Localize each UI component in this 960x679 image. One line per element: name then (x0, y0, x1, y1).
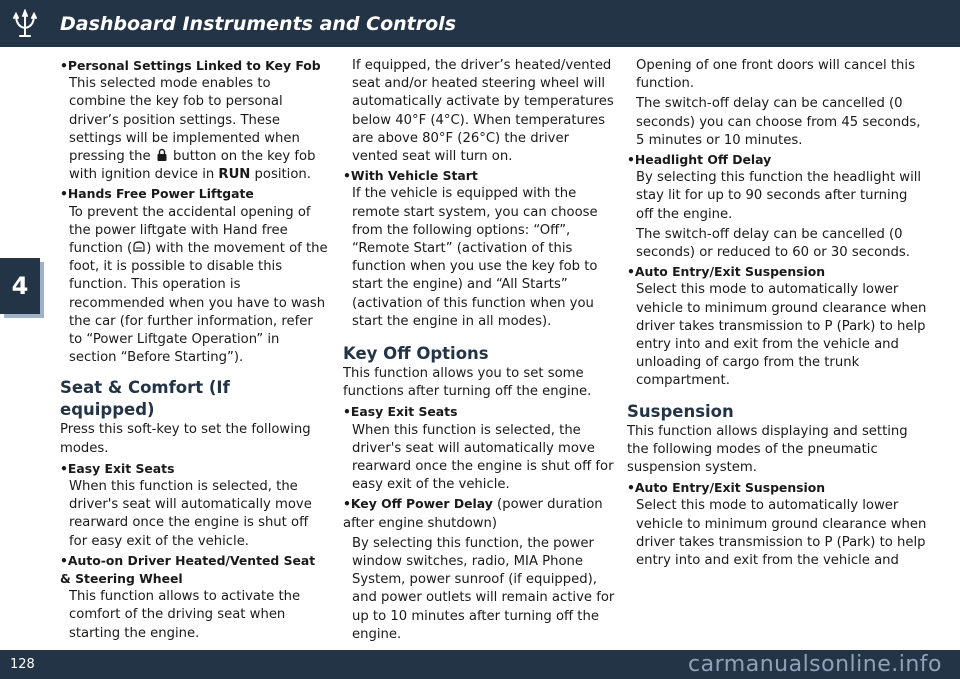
bullet-heading: •Auto Entry/Exit Suspension (627, 264, 826, 280)
paragraph: The switch-off delay can be cancelled (0 seconds) or reduced to 60 or 30 seconds. (636, 226, 910, 261)
column-1 (60, 57, 330, 644)
bullet-heading: •Headlight Off Delay (627, 152, 772, 168)
bullet-heading: •Easy Exit Seats (343, 404, 458, 420)
paragraph: If equipped, the driver’s heated/vented seat and/or heated steering wheel will automatically activate by temperatures below 40°F (4°C). When temperatures are above 80°F (26°C) the driver vented seat will turn on. (352, 58, 614, 165)
section-heading: Key Off Options (343, 344, 489, 364)
paragraph: The switch-off delay can be cancelled (0 seconds) you can choose from 45 seconds, 5 minutes or 10 minutes. (636, 96, 921, 148)
paragraph: This selected mode enables to combine the key fob to personal driver’s position settings. These settings will be implemented when pressing the button on the key fob with ignition device in RUN position. (69, 76, 316, 183)
bullet-heading: •With Vehicle Start (343, 168, 478, 184)
bullet-heading: •Easy Exit Seats (60, 460, 175, 476)
paragraph: When this function is selected, the driver's seat will automatically move rearward once the engine is shut off for easy exit of the vehicle. (352, 422, 614, 493)
page-header (0, 0, 960, 47)
paragraph: To prevent the accidental opening of the power liftgate with Hand free function ( ) with the movement of the foot, it is possible to disable this function. This operation is recommended when you have to wash the car (for further information, refer to “Power Liftgate Operation” in section “Before Starting”). (69, 204, 328, 366)
paragraph: Select this mode to automatically lower vehicle to minimum ground clearance when driver takes transmission to P (Park) to help entry into and exit from the vehicle and unloading of cargo from the trunk compartment. (636, 282, 927, 389)
trident-logo-icon (10, 9, 40, 39)
bullet-heading: •Key Off Power Delay (power duration after engine shutdown) (343, 496, 603, 531)
column-2 (343, 57, 615, 645)
section-heading: Seat & Comfort (If equipped) (60, 378, 230, 420)
paragraph: This function allows to activate the comfort of the driving seat when starting the engine. (69, 589, 301, 641)
paragraph: Opening of one front doors will cancel this function. (636, 58, 915, 92)
paragraph: Select this mode to automatically lower vehicle to minimum ground clearance when driver takes transmission to P (Park) to help entry into and exit from the vehicle and (636, 498, 927, 569)
paragraph: If the vehicle is equipped with the remote start system, you can choose from the following options: “Off”, “Remote Start” (activation of this function when you use the key fob to start the engine) and “All Starts” (activation of this function when you start the engine in all modes). (352, 186, 598, 329)
page-number: 128 (10, 657, 35, 672)
bullet-heading: •Hands Free Power Liftgate (60, 186, 254, 202)
watermark: carmanualsonline.info (688, 652, 942, 677)
paragraph: By selecting this function, the power window switches, radio, MIA Phone System, power sunroof (if equipped), and power outlets will remain active for up to 10 minutes after turning off the engine. (352, 535, 615, 642)
bullet-heading: •Personal Settings Linked to Key Fob (60, 58, 321, 73)
paragraph: When this function is selected, the driver's seat will automatically move rearward once the engine is shut off for easy exit of the vehicle. (69, 479, 312, 549)
bullet-heading: •Auto Entry/Exit Suspension (627, 480, 826, 496)
lock-icon (155, 148, 169, 162)
bullet-heading: •Auto-on Driver Heated/Vented Seat & Steering Wheel (60, 552, 316, 587)
page-title: Dashboard Instruments and Controls (60, 13, 457, 35)
paragraph: By selecting this function the headlight will stay lit for up to 90 seconds after turning off the engine. (636, 170, 922, 222)
chapter-tab: 4 (0, 258, 40, 314)
page-footer (0, 650, 960, 679)
liftgate-icon (132, 240, 146, 254)
paragraph: This function allows displaying and setting the following modes of the pneumatic suspension system. (627, 423, 908, 476)
paragraph: This function allows you to set some functions after turning off the engine. (343, 366, 592, 400)
paragraph: Press this soft-key to set the following modes. (60, 422, 311, 456)
section-heading: Suspension (627, 401, 734, 421)
column-3 (627, 57, 927, 571)
